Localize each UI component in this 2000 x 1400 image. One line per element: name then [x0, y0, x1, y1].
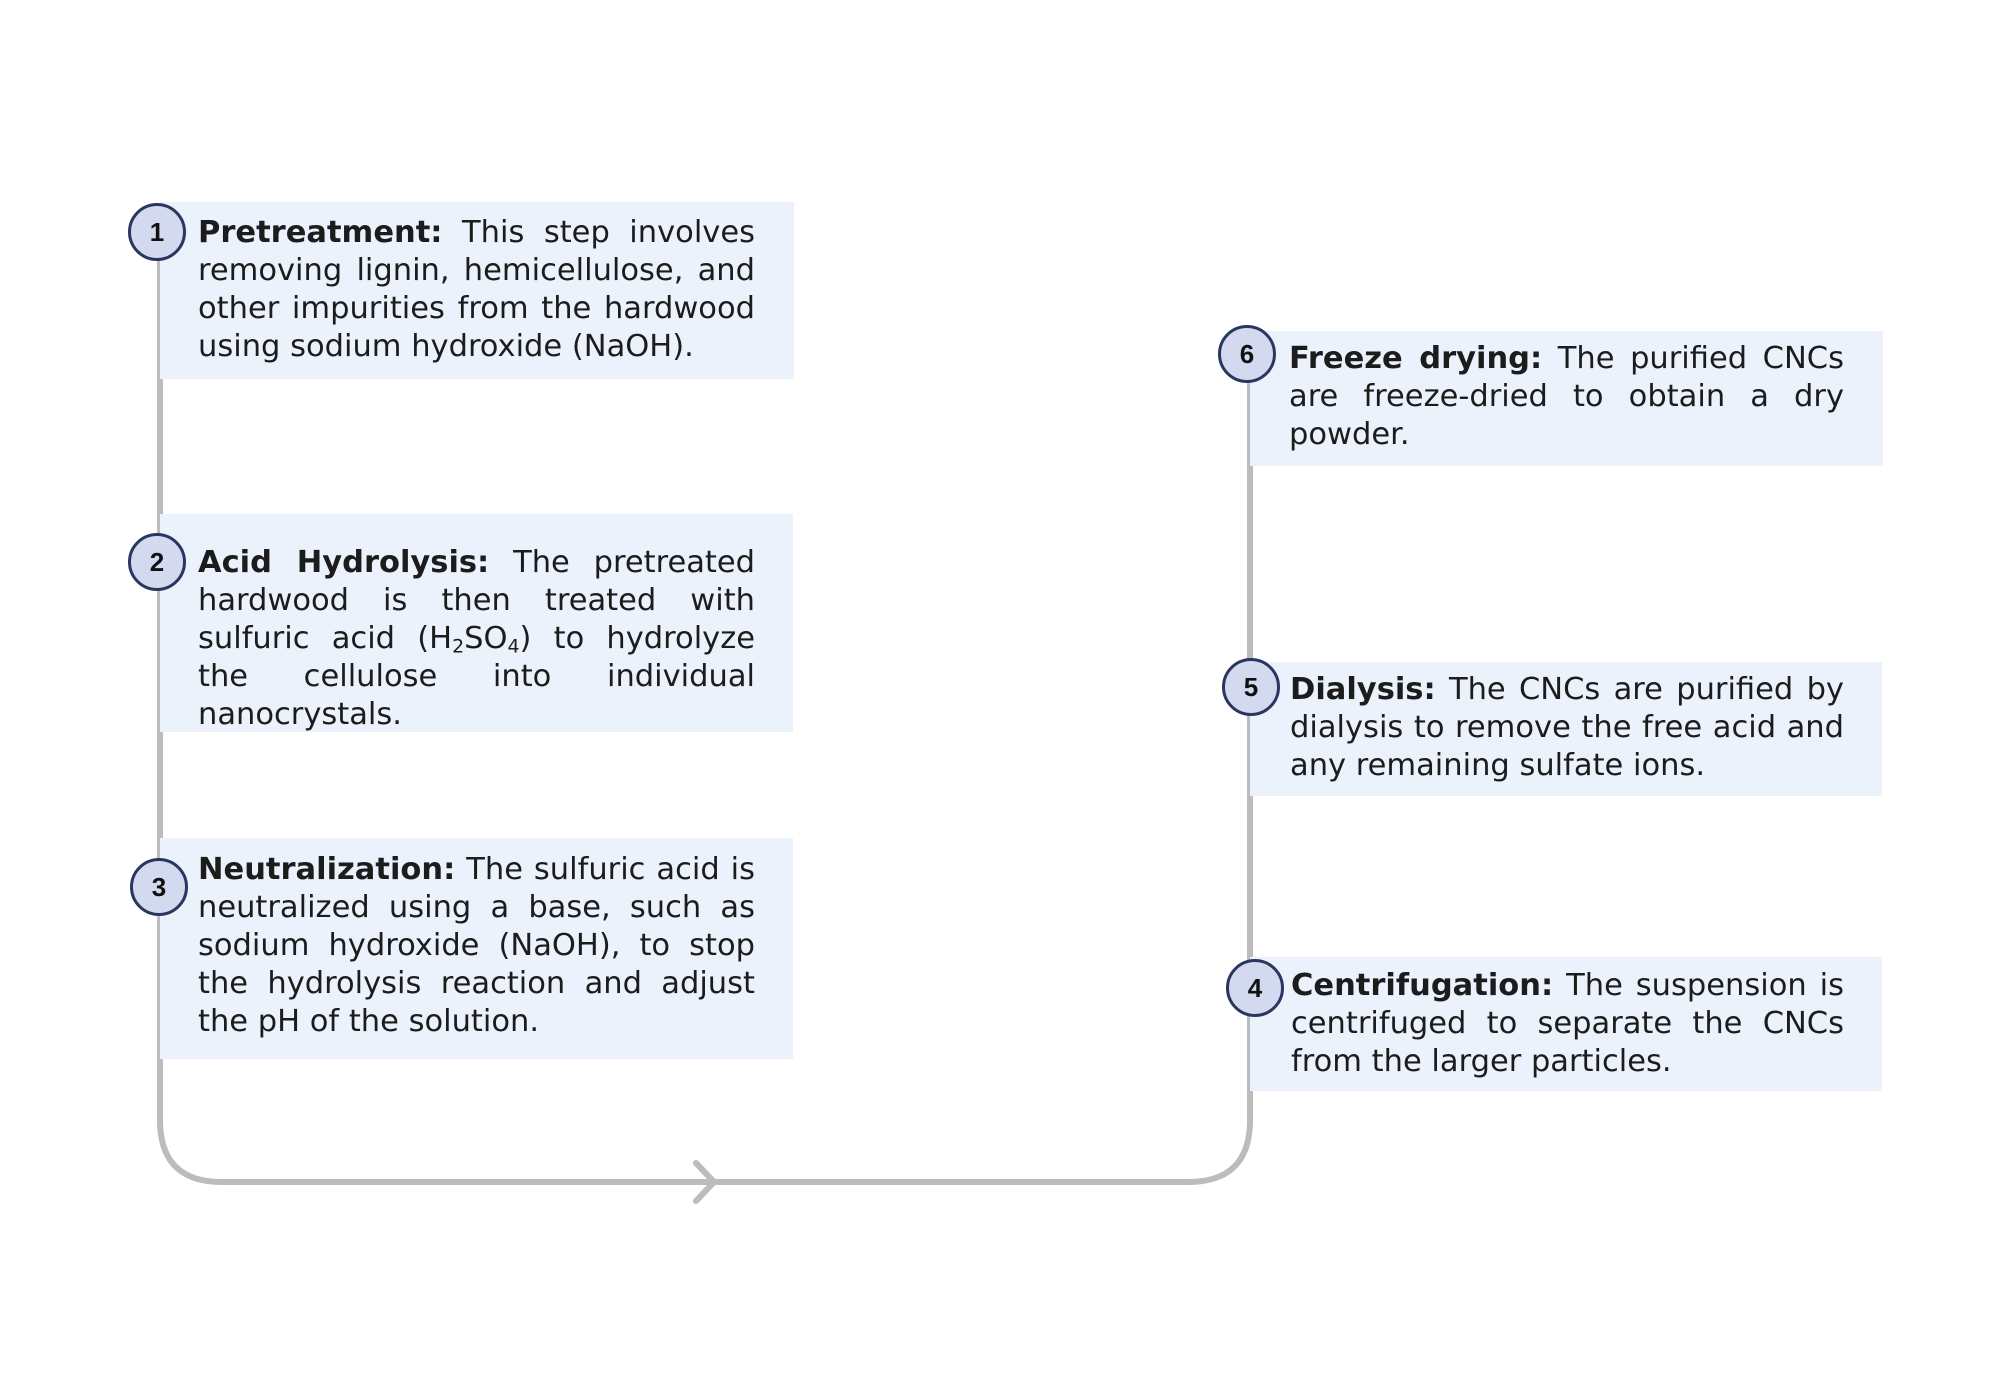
step-6-title: Freeze drying: [1289, 341, 1543, 376]
step-6-badge: 6 [1218, 325, 1276, 383]
step-2-subscript-1: 2 [452, 635, 465, 658]
step-2-description [198, 544, 755, 734]
step-5-title: Dialysis: [1290, 672, 1436, 707]
step-3-badge: 3 [130, 858, 188, 916]
step-1-title: Pretreatment: [198, 215, 443, 250]
step-5-text: The CNCs are purified by dialysis to remove the free acid and any remaining sulfate ions. [1290, 672, 1844, 783]
step-3-title: Neutralization: [198, 852, 456, 887]
step-4-title: Centrifugation: [1291, 968, 1554, 1003]
step-4-description [1291, 967, 1844, 1081]
step-2-text-middle: SO [464, 621, 508, 656]
step-2-subscript-2: 4 [507, 635, 520, 658]
step-6-description [1289, 340, 1844, 454]
step-2-badge: 2 [128, 533, 186, 591]
step-4-text: The suspension is centrifuged to separate the CNCs from the larger particles. [1291, 968, 1845, 1079]
step-1-description [198, 214, 755, 366]
step-5-description [1290, 671, 1844, 785]
step-3-description [198, 851, 755, 1041]
step-1-badge: 1 [128, 203, 186, 261]
step-2-text-after: ) to hydrolyze the cellulose into individual nanocrystals. [198, 621, 755, 732]
step-4-badge: 4 [1226, 959, 1284, 1017]
step-5-badge: 5 [1222, 658, 1280, 716]
step-2-text-before: The pretreated hardwood is then treated with sulfuric acid (H [198, 545, 755, 656]
step-3-text: The sulfuric acid is neutralized using a base, such as sodium hydroxide (NaOH), to stop the hydrolysis reaction and adjust the pH of the solution. [198, 852, 755, 1039]
step-2-title: Acid Hydrolysis: [198, 545, 490, 580]
step-6-text: The purified CNCs are freeze-dried to obtain a dry powder. [1289, 341, 1844, 452]
step-1-text: This step involves removing lignin, hemicellulose, and other impurities from the hardwood using sodium hydroxide (NaOH). [198, 215, 755, 364]
